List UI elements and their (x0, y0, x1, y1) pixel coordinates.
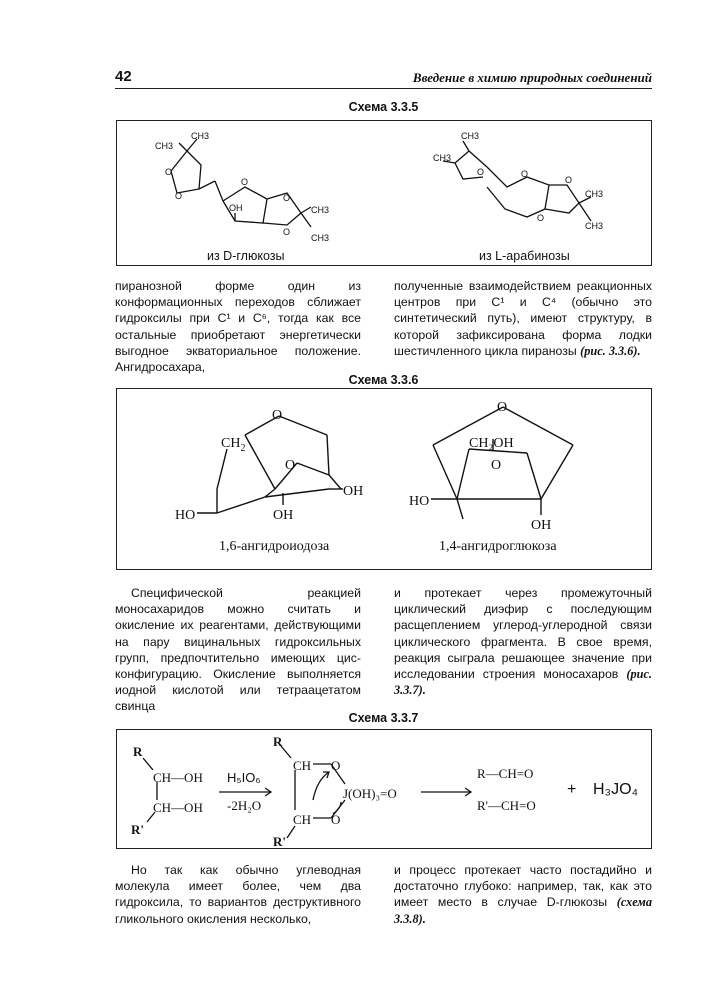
paragraph-2-left-text: Специфической реакцией моносахаридов можно считать и окисление их реагентами, действующими на пару вицинальных гидроксильных групп, предпочтительно имеющих цис-конфигурацию. Окисление выполняется иодной кислотой или тетраацетатом свинца (115, 586, 361, 714)
s3-ch-b: CH (293, 812, 312, 827)
s2-oh-a: OH (343, 484, 364, 499)
s1-ch3-d: CH3 (311, 233, 330, 243)
s1-ch3-e: CH3 (461, 131, 480, 141)
paragraph-1-right (394, 278, 652, 359)
header-rule (115, 88, 652, 89)
scheme-3-3-6-left-label: 1,6-ангидроиодоза (219, 539, 330, 554)
scheme-3-3-6-right-label: 1,4-ангидроглюкоза (439, 539, 557, 554)
scheme-3-3-5-structures (117, 121, 651, 265)
s2-oh-c: OH (531, 518, 552, 533)
s3-product1: R—CH=O (477, 766, 534, 781)
paragraph-2-right (394, 585, 652, 698)
s1-o-h: O (565, 175, 573, 185)
paragraph-3-right-text: и процесс протекает часто постадийно и достаточно глубоко: например, так, как это имеет место в случае D-глюкозы (394, 863, 652, 910)
s1-ch3-c: CH3 (311, 205, 330, 215)
s3-product2: R'—CH=O (477, 798, 536, 813)
s3-byproduct: H₃JO₄ (593, 781, 639, 798)
s2-o-b: O (285, 458, 296, 473)
s1-o-c: O (241, 177, 249, 187)
figure-ref-3-3-7: (рис. 3.3.7). (394, 667, 652, 698)
paragraph-2-left (115, 585, 361, 715)
paragraph-1-left (115, 278, 361, 375)
scheme-3-3-5-left-label: из D-глюкозы (207, 249, 285, 263)
s2-ho-a: HO (175, 508, 196, 523)
s1-ch3-h: CH3 (585, 221, 604, 231)
paragraph-3-right (394, 862, 652, 927)
s3-minus-water: -2H₂O (227, 798, 262, 813)
s3-o-a: O (331, 758, 341, 773)
s3-plus: + (567, 781, 577, 798)
s1-ch3-f: CH3 (433, 153, 452, 163)
paragraph-3-left-text: Но так как обычно углеводная молекула имеет более, чем два гидроксила, то вариантов деструктивного гликольного окисления несколько, (115, 863, 361, 926)
figure-ref-3-3-6: (рис. 3.3.6). (580, 343, 641, 358)
s2-o-d: O (491, 458, 502, 473)
s2-o-c: O (497, 400, 508, 415)
s2-ch2: $CH_2$ (221, 436, 246, 454)
paragraph-2-right-text: и протекает через промежуточный циклический диэфир с последующим расщеплением углерод-углеродной связи циклического фрагмента. В свое время, реакция сыграла решающее значение при исследовании строения моносахаров (394, 586, 652, 682)
s1-o-g: O (521, 169, 529, 179)
s2-ch2oh: CH₂OH (469, 436, 514, 451)
s3-iodine: J(OH)₃=O (343, 786, 397, 801)
s3-r-a: R (133, 744, 143, 759)
paragraph-1-left-text: пиранозной форме один из конформационных переходов сближает гидроксилы при C¹ и C⁶, тогда как все остальные приобретают энергетически выгодное экваториальное положение. Ангидросахара, (115, 279, 361, 375)
running-title: Введение в химию природных соединений (412, 70, 652, 85)
scheme-ref-3-3-8: (схема 3.3.8). (394, 895, 652, 926)
scheme-3-3-7-caption: Схема 3.3.7 (348, 711, 419, 725)
s1-o-d: O (283, 193, 291, 203)
scheme-3-3-5-box (116, 120, 652, 266)
s1-o-e: O (283, 227, 291, 237)
scheme-3-3-6-caption: Схема 3.3.6 (348, 373, 419, 387)
s3-reagent: H₅IO₆ (227, 770, 261, 785)
s3-rp-b: R' (273, 834, 286, 848)
s3-r-b: R (273, 734, 283, 749)
s3-choh-a: CH—OH (153, 770, 203, 785)
scheme-3-3-6-structures (117, 389, 651, 569)
s1-o-a: O (165, 167, 173, 177)
s1-ch3-a: CH3 (191, 131, 210, 141)
s3-ch-a: CH (293, 758, 312, 773)
s1-o-f: O (477, 167, 485, 177)
s1-o-b: O (175, 191, 183, 201)
s2-ho-b: HO (409, 494, 430, 509)
paragraph-1-right-text: полученные взаимодействием реакционных центров при C¹ и C⁴ (обычно это синтетический путь), имеют структуру, в которой зафиксирована форма лодки шестичленного цикла пиранозы (394, 279, 652, 358)
s3-choh-b: CH—OH (153, 800, 203, 815)
scheme-3-3-7-box (116, 729, 652, 849)
s1-ch3-g: CH3 (585, 189, 604, 199)
s2-o-a: O (272, 408, 283, 423)
s1-o-i: O (537, 213, 545, 223)
scheme-3-3-5-right-label: из L-арабинозы (479, 249, 570, 263)
s1-ch3-b: CH3 (155, 141, 174, 151)
page-number: 42 (115, 68, 132, 85)
s2-oh-b: OH (273, 508, 294, 523)
paragraph-3-left (115, 862, 361, 927)
s3-o-b: O (331, 812, 341, 827)
scheme-3-3-6-box (116, 388, 652, 570)
s1-oh: OH (229, 203, 243, 213)
scheme-3-3-7-reaction (117, 730, 651, 848)
scheme-3-3-5-caption: Схема 3.3.5 (348, 100, 419, 114)
s3-rp-a: R' (131, 822, 144, 837)
